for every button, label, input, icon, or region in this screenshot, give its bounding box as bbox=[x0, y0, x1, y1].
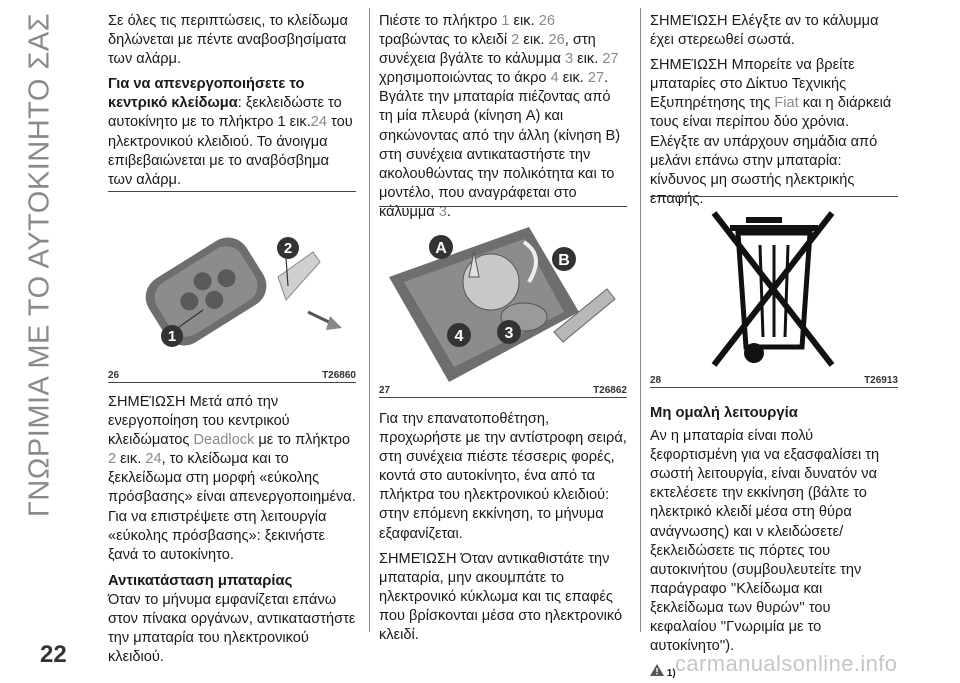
crossed-bin-icon bbox=[650, 197, 898, 385]
malfunction-heading: Μη ομαλή λειτουργία bbox=[650, 405, 798, 421]
figure-code: T26913 bbox=[864, 375, 898, 386]
svg-text:B: B bbox=[558, 252, 570, 269]
battery-replacement-heading: Αντικατάσταση μπαταρίας bbox=[108, 572, 293, 589]
column-2 bbox=[379, 12, 627, 228]
svg-text:A: A bbox=[435, 240, 447, 257]
figure-code: T26862 bbox=[593, 385, 627, 396]
locking-paragraph: Σε όλες τις περιπτώσεις, το κλείδωμα δηλώνεται με πέντε αναβοσβησίματα των αλάρμ. bbox=[108, 13, 348, 68]
note-circuit: ΣΗΜΕΊΩΣΗ Όταν αντικαθιστάτε την μπαταρία, μην ακουμπάτε το ηλεκτρονικό κύκλωμα και τις επαφές που βρίσκονται μέσα στο ηλεκτρονικό κλειδί. bbox=[379, 550, 623, 644]
battery bbox=[463, 254, 519, 310]
note-deadlock: ΣΗΜΕΊΩΣΗ Μετά από την ενεργοποίηση του κεντρικού κλειδώματος Deadlock με το πλήκτρο 2 εικ. 24, το κλείδωμα και το ξεκλείδωμα στη μορφή «εύκολης πρόσβασης» είναι απενεργοποιημένα. Για να επιστρέψετε στη λειτουργία «εύκολης πρόσβασης»: ξεκινήστε ξανά το αυτοκίνητο. bbox=[108, 394, 356, 563]
svg-text:1: 1 bbox=[167, 328, 177, 345]
emergency-key-blade bbox=[278, 252, 320, 300]
warning-icon bbox=[650, 664, 664, 676]
column-divider bbox=[369, 8, 370, 632]
chapter-title-text: ΓΝΩΡΙΜΙΑ ΜΕ ΤΟ ΑΥΤΟΚΙΝΗΤΟ ΣΑΣ bbox=[23, 12, 56, 518]
figure-28 bbox=[650, 196, 898, 388]
column-3-lower bbox=[650, 400, 898, 683]
svg-text:4: 4 bbox=[454, 328, 464, 345]
deactivate-heading: Για να απενεργοποιήσετε το κεντρικό κλείδωμα bbox=[108, 76, 305, 112]
column-3 bbox=[650, 12, 898, 215]
battery-replacement-illustration bbox=[379, 207, 627, 395]
column-1 bbox=[108, 12, 356, 196]
note-network: ΣΗΜΕΊΩΣΗ Μπορείτε να βρείτε μπαταρίες στο Δίκτυο Τεχνικής Εξυπηρέτησης της Fiat και η διάρκειά τους είναι περίπου δύο χρόνια. Ελέγξτε αν υπάρχουν σημάδια από μελάνι επάνω στην μπαταρία: κίνδυνος μη σωστής ηλεκτρικής επαφής. bbox=[650, 57, 892, 207]
battery-removal-paragraph: Πιέστε το πλήκτρο 1 εικ. 26 τραβώντας το κλειδί 2 εικ. 26, στη συνέχεια βγάλτε το κάλυμμα 3 εικ. 27 χρησιμοποιώντας το άκρο 4 εικ. 27. Βγάλτε την μπαταρία πιέζοντας από τη μία πλευρά (κίνηση A) και σηκώνοντας από την άλλη (κίνηση B) στη συνέχεια αντικαταστήστε την ακολουθώντας την πολικότητα και το μοντέλο, που αναγράφεται στο κάλυμμα 3. bbox=[379, 13, 621, 220]
svg-text:2: 2 bbox=[283, 240, 293, 257]
deactivate-paragraph: Για να απενεργοποιήσετε το κεντρικό κλείδωμα: ξεκλειδώστε το αυτοκίνητο με το πλήκτρο 1 εικ.24 του ηλεκτρονικού κλειδιού. Το άνοιγμα επιβεβαιώνεται με το αναβόσβημα των αλάρμ. bbox=[108, 76, 353, 188]
malfunction-paragraph: Αν η μπαταρία είναι πολύ ξεφορτισμένη για να εξασφαλίσει τη σωστή λειτουργία, είναι δυνατόν να εκτελέσετε την εκκίνηση (βάλτε το ηλεκτρικό κλειδί μέσα στη θύρα ανάγνωσης) και ν κλειδώσετε/ξεκλειδώσετε τις πόρτες του αυτοκινήτου (συμβουλευτείτε την παράγραφο ''Κλείδωμα και ξεκλείδωμα των θυρών'' του κεφαλαίου ''Γνωριμία με το αυτοκίνητο''). bbox=[650, 428, 880, 655]
figure-code: T26860 bbox=[322, 370, 356, 381]
column-divider bbox=[640, 8, 641, 632]
page-number: 22 bbox=[40, 641, 67, 668]
svg-text:3: 3 bbox=[504, 325, 514, 342]
figure-number: 26 bbox=[108, 370, 120, 381]
warning-ref: 1) bbox=[650, 664, 676, 683]
watermark: carmanualsonline.info bbox=[675, 651, 898, 676]
refit-paragraph: Για την επανατοποθέτηση, προχωρήστε με την αντίστροφη σειρά, στη συνέχεια πιέστε τέσσερις φορές, κοντά στο αυτοκίνητο, ένα από τα πλήκτρα του ηλεκτρονικού κλειδιού: στην επόμενη εκκίνηση, το μήνυμα εξαφανίζεται. bbox=[379, 411, 627, 542]
figure-26 bbox=[108, 191, 356, 383]
chapter-side-title bbox=[20, 10, 60, 520]
column-2-lower bbox=[379, 410, 627, 651]
figure-number: 27 bbox=[379, 385, 391, 396]
note-cover: ΣΗΜΕΊΩΣΗ Ελέγξτε αν το κάλυμμα έχει στερεωθεί σωστά. bbox=[650, 13, 879, 49]
figure-27 bbox=[379, 206, 627, 398]
figure-number: 28 bbox=[650, 375, 662, 386]
key-card-illustration bbox=[108, 192, 356, 380]
column-1-lower bbox=[108, 393, 356, 673]
battery-message-paragraph: Όταν το μήνυμα εμφανίζεται επάνω στον πίνακα οργάνων, αντικαταστήστε την μπαταρία του ηλεκτρονικού κλειδιού. bbox=[108, 591, 356, 666]
